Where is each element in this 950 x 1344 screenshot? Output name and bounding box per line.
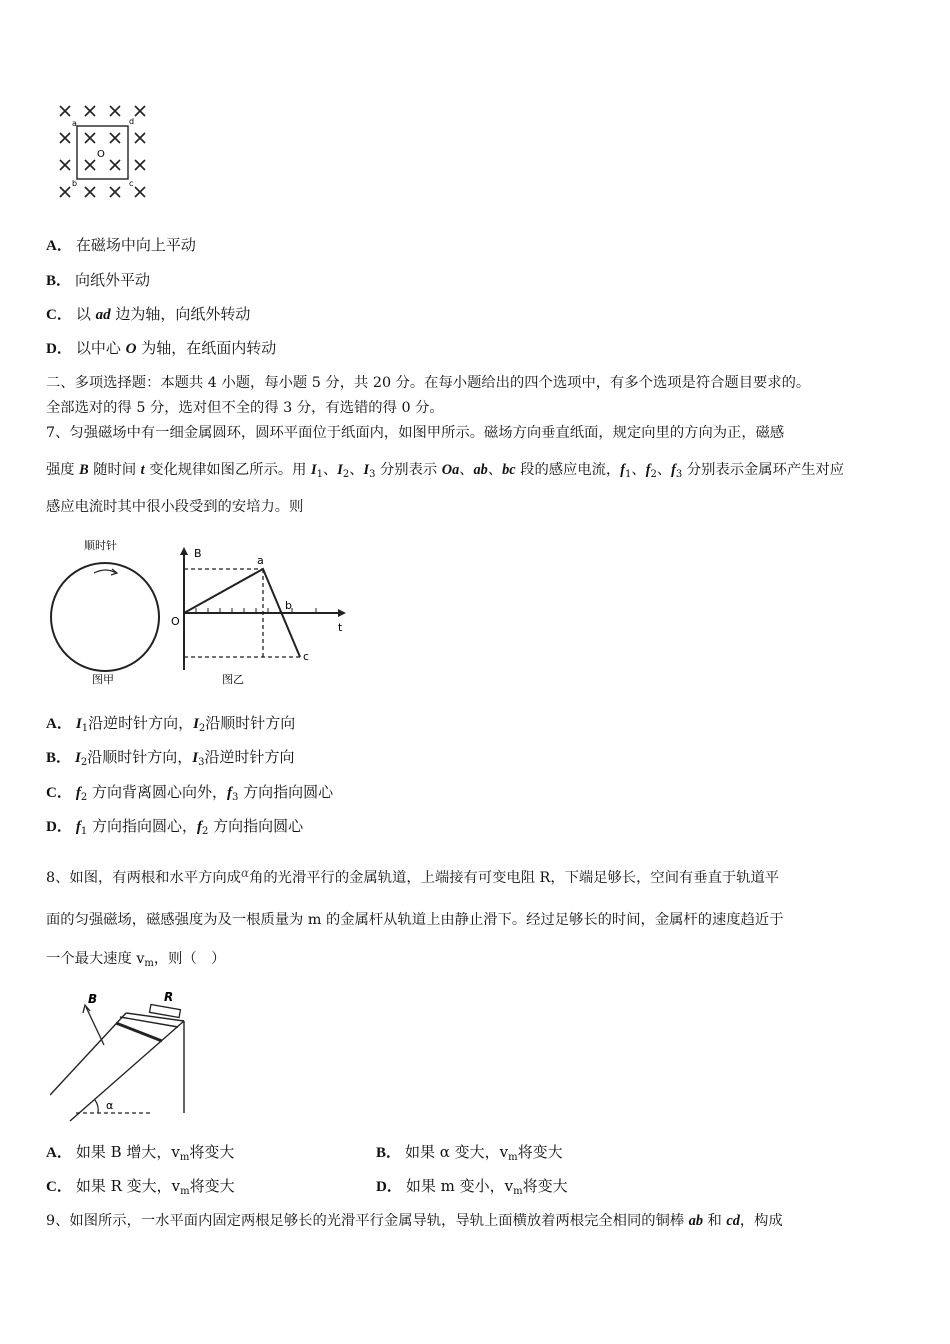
- figure-q8: [50, 985, 210, 1125]
- q6-option-c: C． 以 ad 边为轴，向纸外转动: [46, 305, 251, 323]
- clockwise-arrow-icon: [94, 570, 116, 573]
- b-field-arrow-icon: [86, 1007, 104, 1045]
- svg-text:b: b: [72, 179, 78, 188]
- svg-text:顺时针: 顺时针: [84, 539, 117, 552]
- q7-line-3: 感应电流时其中很小段受到的安培力。则: [46, 499, 304, 515]
- section-2-line-1: 二、多项选择题：本题共 4 小题，每小题 5 分，共 20 分。在每小题给出的四个选项中，有多个选项是符合题目要求的。: [46, 375, 811, 391]
- q6-option-d: D． 以中心 O 为轴，在纸面内转动: [46, 339, 277, 357]
- svg-text:a: a: [257, 554, 264, 567]
- q7-option-b: B． $I_2$沿顺时针方向，$I_3$沿逆时针方向: [46, 748, 295, 768]
- metal-ring: [51, 563, 159, 671]
- q7-line-2: 强度 B 随时间 t 变化规律如图乙所示。用 $I_1$、$I_2$、$I_3$ 分别表示 Oa、ab、bc 段的感应电流，$f_1$、$f_2$、$f_3$ 分别表示金属环产生对应: [46, 462, 845, 480]
- svg-text:t: t: [338, 621, 343, 634]
- svg-text:O: O: [171, 615, 180, 628]
- section-2-line-2: 全部选对的得 5 分，选对但不全的得 3 分，有选错的得 0 分。: [46, 400, 444, 416]
- q8-line-1: 8、如图，有两根和水平方向成$^\alpha$角的光滑平行的金属轨道，上端接有可变电阻 R，下端足够长，空间有垂直于轨道平: [46, 866, 780, 886]
- metal-rod: [116, 1023, 162, 1041]
- svg-text:b: b: [285, 599, 292, 612]
- svg-text:图乙: 图乙: [222, 673, 244, 686]
- rail-lower: [70, 1021, 184, 1121]
- q7-option-c: C． $f_2$ 方向背离圆心向外，$f_3$ 方向指向圆心: [46, 783, 334, 803]
- q8-line-3: 一个最大速度 $v_m$，则（ ）: [46, 951, 226, 969]
- svg-text:a: a: [72, 119, 77, 128]
- q7-option-a: A． $I_1$沿逆时针方向，$I_2$沿顺时针方向: [46, 714, 296, 734]
- q8-option-d: D． 如果 m 变小，$v_m$将变大: [376, 1177, 568, 1197]
- q8-option-c: C． 如果 R 变大，$v_m$将变大: [46, 1177, 235, 1197]
- q8-line-2: 面的匀强磁场，磁感强度为及一根质量为 m 的金属杆从轨道上由静止滑下。经过足够长的时间，金属杆的速度趋近于: [46, 912, 784, 928]
- q9-line-1: 9、如图所示，一水平面内固定两根足够长的光滑平行金属导轨，导轨上面横放着两根完全相同的铜棒 ab 和 cd，构成: [46, 1213, 783, 1229]
- q7-option-d: D． $f_1$ 方向指向圆心，$f_2$ 方向指向圆心: [46, 817, 304, 837]
- q6-option-a: A． 在磁场中向上平动: [46, 236, 196, 254]
- q6-option-b: B． 向纸外平动: [46, 271, 151, 289]
- svg-text:d: d: [129, 117, 135, 126]
- svg-text:B: B: [88, 992, 98, 1006]
- svg-text:c: c: [129, 179, 134, 188]
- svg-text:α: α: [106, 1099, 114, 1112]
- resistor-r: [150, 1004, 181, 1017]
- q8-option-a: A． 如果 B 增大，$v_m$将变大: [46, 1143, 235, 1163]
- svg-text:图甲: 图甲: [92, 673, 114, 686]
- svg-text:R: R: [164, 990, 174, 1004]
- svg-text:B: B: [194, 547, 202, 560]
- figure-q7: [44, 535, 364, 690]
- q7-line-1: 7、匀强磁场中有一细金属圆环，圆环平面位于纸面内，如图甲所示。磁场方向垂直纸面，规定向里的方向为正，磁感: [46, 425, 785, 441]
- svg-text:c: c: [303, 650, 310, 663]
- svg-text:O: O: [97, 149, 105, 160]
- figure-square-loop: [50, 100, 160, 210]
- q8-option-b: B． 如果 α 变大，$v_m$将变大: [376, 1143, 563, 1163]
